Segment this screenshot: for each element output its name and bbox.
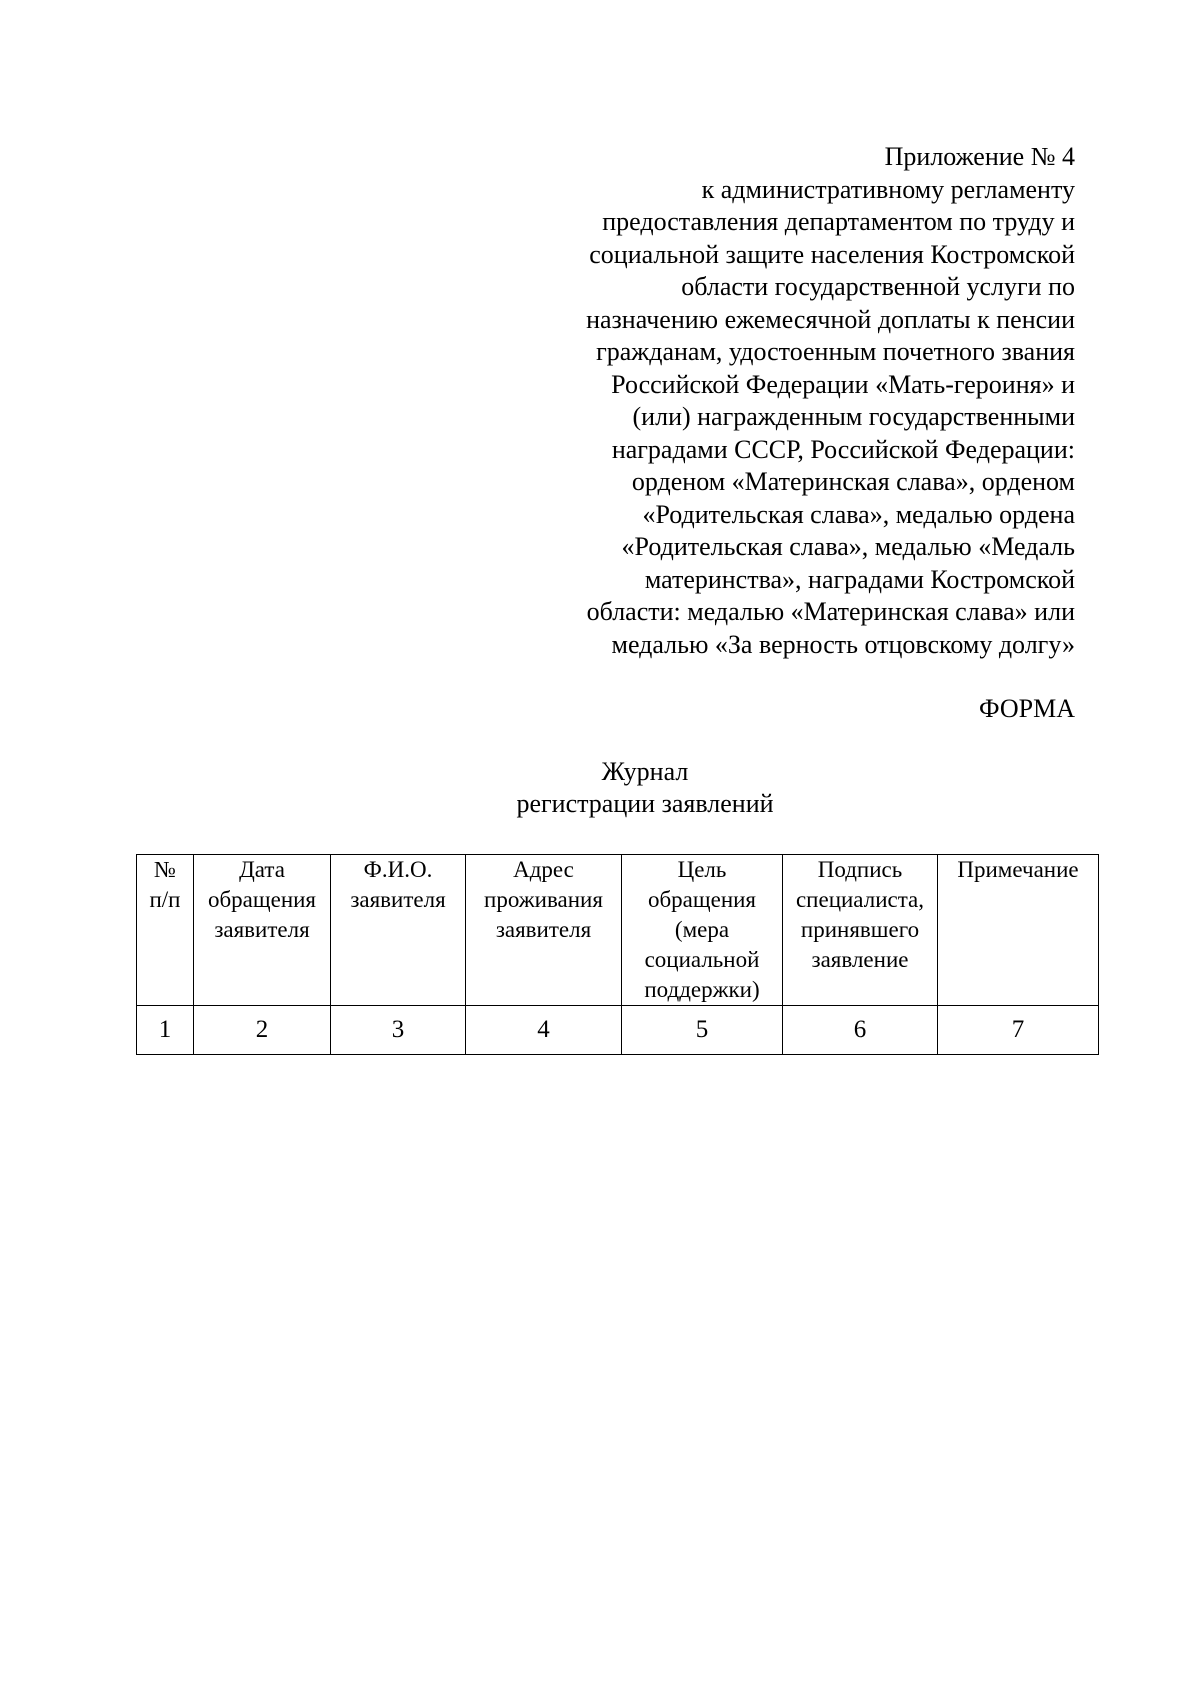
appendix-line: Российской Федерации «Мать-героиня» и	[611, 369, 1075, 399]
column-header-purpose: Цель обращения (мера социальной поддержки)	[622, 855, 783, 1006]
column-header-number: № п/п	[137, 855, 194, 1006]
column-number-cell: 6	[783, 1006, 938, 1055]
table-row	[137, 1006, 1099, 1055]
appendix-line: предоставления департаментом по труду и	[602, 207, 1075, 236]
appendix-line: социальной защите населения Костромской	[589, 239, 1075, 269]
column-number-cell: 7	[938, 1006, 1099, 1055]
appendix-line: наградами СССР, Российской Федерации:	[611, 434, 1075, 464]
column-number-cell: 4	[466, 1006, 622, 1055]
form-label: ФОРМА	[979, 694, 1075, 723]
appendix-header	[515, 141, 1075, 661]
appendix-line: Приложение № 4	[884, 142, 1075, 171]
appendix-line: гражданам, удостоенным почетного звания	[596, 337, 1075, 366]
column-number-cell: 3	[331, 1006, 466, 1055]
appendix-line: материнства», наградами Костромской	[644, 564, 1075, 594]
journal-title	[0, 756, 1200, 820]
column-header-note: Примечание	[938, 855, 1099, 1006]
appendix-line: орденом «Материнская слава», орденом	[631, 467, 1075, 496]
appendix-line: «Родительская слава», медалью ордена	[642, 499, 1075, 529]
column-number-cell: 5	[622, 1006, 783, 1055]
table-header-row	[137, 855, 1099, 1006]
column-number-cell: 1	[137, 1006, 194, 1055]
journal-title-line-1: Журнал	[601, 757, 689, 786]
appendix-line: к административному регламенту	[701, 174, 1075, 204]
appendix-line: назначению ежемесячной доплаты к пенсии	[586, 304, 1075, 334]
column-header-signature: Подпись специалиста, принявшего заявление	[783, 855, 938, 1006]
column-header-name: Ф.И.О. заявителя	[331, 855, 466, 1006]
journal-title-line-2: регистрации заявлений	[516, 789, 774, 818]
appendix-line: медалью «За верность отцовскому долгу»	[611, 629, 1075, 659]
appendix-line: области государственной услуги по	[681, 272, 1075, 301]
column-number-cell: 2	[194, 1006, 331, 1055]
column-header-date: Дата обращения заявителя	[194, 855, 331, 1006]
column-header-address: Адрес проживания заявителя	[466, 855, 622, 1006]
appendix-line: (или) награжденным государственными	[632, 402, 1075, 431]
appendix-line: области: медалью «Материнская слава» или	[586, 597, 1075, 626]
appendix-line: «Родительская слава», медалью «Медаль	[621, 532, 1075, 561]
registration-table	[136, 854, 1099, 1055]
